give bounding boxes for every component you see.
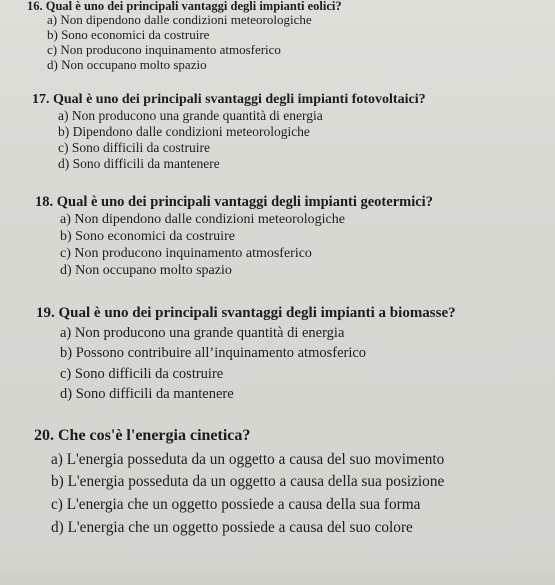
- question-20-title: 20. Che cos'è l'energia cinetica?: [34, 427, 251, 444]
- question-16-title: 16. Qual è uno dei principali vantaggi degli impianti eolici?: [27, 0, 342, 13]
- question-19-option-c: c) Sono difficili da costruire: [60, 366, 224, 382]
- question-17-option-d: d) Sono difficili da mantenere: [58, 156, 220, 171]
- question-17-option-a: a) Non producono una grande quantità di energia: [58, 108, 323, 123]
- question-16-option-d: d) Non occupano molto spazio: [47, 57, 207, 72]
- question-16-option-a: a) Non dipendono dalle condizioni meteorologiche: [47, 12, 312, 27]
- page-bottom-edge: [0, 572, 555, 585]
- question-20-option-d: d) L'energia che un oggetto possiede a causa del suo colore: [51, 519, 413, 536]
- question-19-option-a: a) Non producono una grande quantità di energia: [60, 325, 345, 341]
- question-20-option-c: c) L'energia che un oggetto possiede a causa della sua forma: [51, 496, 421, 513]
- question-16-option-c: c) Non producono inquinamento atmosferico: [47, 42, 281, 57]
- question-17-option-c: c) Sono difficili da costruire: [58, 140, 210, 155]
- question-18-title: 18. Qual è uno dei principali vantaggi degli impianti geotermici?: [35, 194, 433, 210]
- question-18-option-c: c) Non producono inquinamento atmosferico: [60, 246, 312, 261]
- question-16-option-b: b) Sono economici da costruire: [47, 27, 210, 42]
- question-19-option-b: b) Possono contribuire all’inquinamento atmosferico: [60, 345, 367, 361]
- question-20-option-b: b) L'energia posseduta da un oggetto a causa della sua posizione: [51, 473, 445, 490]
- question-18-option-a: a) Non dipendono dalle condizioni meteorologiche: [60, 212, 345, 227]
- question-17-option-b: b) Dipendono dalle condizioni meteorologiche: [58, 124, 310, 139]
- question-18-option-b: b) Sono economici da costruire: [60, 229, 235, 244]
- question-17-title: 17. Qual è uno dei principali svantaggi degli impianti fotovoltaici?: [32, 92, 426, 107]
- question-20-option-a: a) L'energia posseduta da un oggetto a causa del suo movimento: [51, 451, 445, 468]
- question-19-option-d: d) Sono difficili da mantenere: [60, 386, 234, 402]
- question-18-option-d: d) Non occupano molto spazio: [60, 263, 232, 278]
- question-19-title: 19. Qual è uno dei principali svantaggi degli impianti a biomasse?: [36, 305, 456, 321]
